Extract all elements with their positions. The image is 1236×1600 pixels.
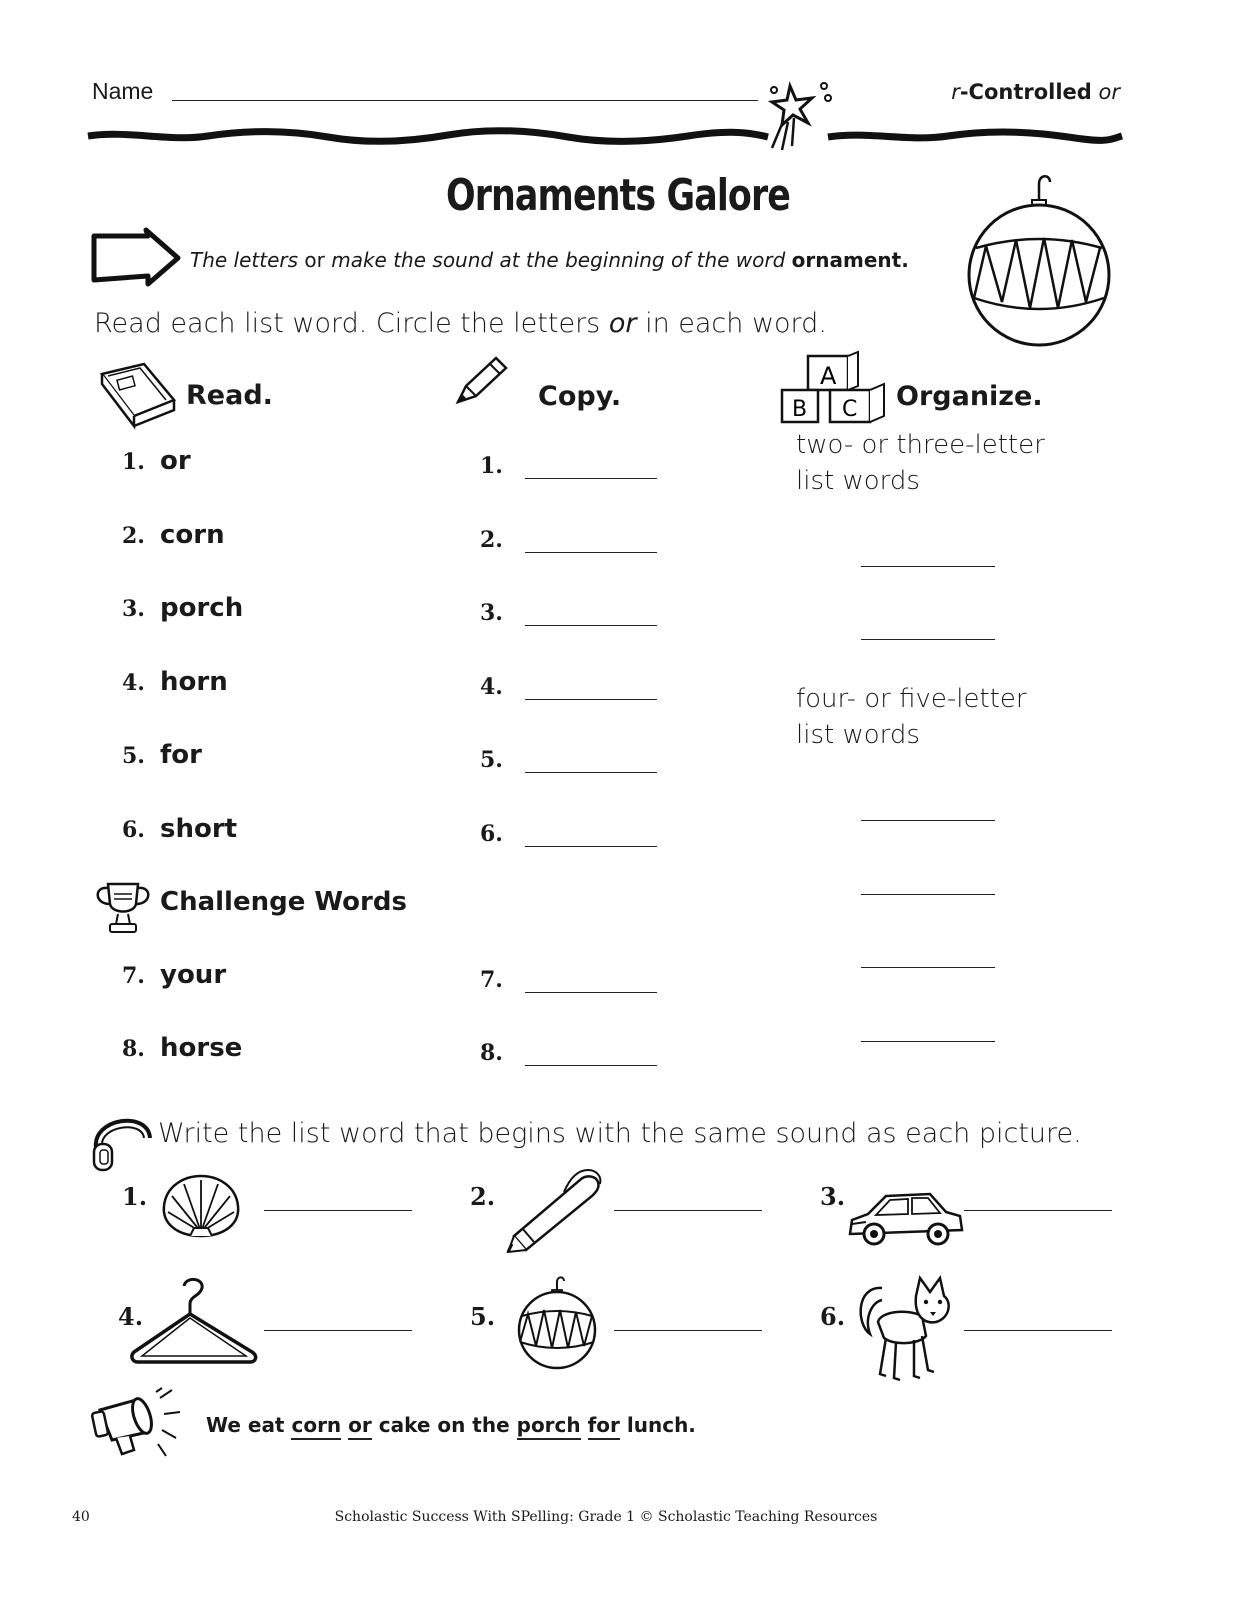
copy-blank[interactable] bbox=[525, 599, 657, 626]
page-title: Ornaments Galore bbox=[445, 170, 791, 221]
category-short: two- or three-letter list words bbox=[796, 430, 1045, 496]
shell-icon bbox=[158, 1172, 244, 1242]
block-letter-a: A bbox=[820, 362, 837, 390]
instruction: Read each list word. Circle the letters or in each word. bbox=[94, 308, 827, 339]
block-letter-c: C bbox=[842, 397, 858, 422]
picture-blank[interactable] bbox=[264, 1186, 412, 1211]
copy-blank[interactable] bbox=[525, 820, 657, 847]
copy-blank[interactable] bbox=[525, 526, 657, 553]
fox-icon bbox=[850, 1272, 962, 1388]
pen-icon bbox=[500, 1166, 610, 1256]
list-item: 2. corn bbox=[122, 520, 225, 550]
list-item: 4. horn bbox=[122, 667, 228, 697]
name-label: Name bbox=[92, 78, 154, 104]
organize-blank[interactable] bbox=[861, 615, 995, 640]
list-item: 6. short bbox=[122, 814, 238, 844]
car-icon bbox=[846, 1184, 966, 1250]
copy-row: 1. bbox=[480, 452, 657, 479]
megaphone-icon bbox=[90, 1388, 190, 1468]
organize-blank[interactable] bbox=[861, 870, 995, 895]
book-icon bbox=[96, 360, 180, 430]
category-long: four- or five-letter list words bbox=[796, 684, 1027, 750]
organize-blank[interactable] bbox=[861, 943, 995, 968]
ornament-icon bbox=[512, 1274, 602, 1370]
list-item: 5. for bbox=[122, 740, 202, 770]
trophy-icon bbox=[92, 880, 154, 936]
topic-label: r-Controlled or bbox=[951, 80, 1120, 104]
organize-blank[interactable] bbox=[861, 796, 995, 821]
list-item: 1. or bbox=[122, 446, 191, 476]
arrow-icon bbox=[90, 228, 182, 290]
picture-blank[interactable] bbox=[614, 1306, 762, 1331]
picture-number: 5. bbox=[470, 1302, 496, 1331]
picture-instruction: Write the list word that begins with the same sound as each picture. bbox=[158, 1118, 1082, 1149]
picture-blank[interactable] bbox=[614, 1186, 762, 1211]
headphones-icon bbox=[88, 1108, 158, 1174]
list-item: 8. horse bbox=[122, 1033, 243, 1063]
copy-blank[interactable] bbox=[525, 673, 657, 700]
example-sentence: We eat corn or cake on the porch for lunch. bbox=[206, 1413, 696, 1437]
copy-blank[interactable] bbox=[525, 452, 657, 479]
picture-number: 2. bbox=[470, 1182, 496, 1211]
read-heading: Read. bbox=[186, 380, 273, 411]
footer-credit: Scholastic Success With SPelling: Grade 1 © Scholastic Teaching Resources bbox=[334, 1509, 878, 1525]
list-item: 3. porch bbox=[122, 593, 244, 623]
abc-blocks-icon bbox=[780, 352, 892, 426]
challenge-heading: Challenge Words bbox=[160, 887, 407, 917]
copy-heading: Copy. bbox=[538, 381, 622, 412]
copy-row: 7. bbox=[480, 966, 657, 993]
list-item: 7. your bbox=[122, 960, 227, 990]
organize-blank[interactable] bbox=[861, 1017, 995, 1042]
picture-number: 1. bbox=[122, 1182, 148, 1211]
picture-number: 3. bbox=[820, 1182, 846, 1211]
copy-row: 3. bbox=[480, 599, 657, 626]
header-rule bbox=[88, 128, 1122, 148]
copy-row: 2. bbox=[480, 526, 657, 553]
copy-row: 8. bbox=[480, 1039, 657, 1066]
rule-note: The letters or make the sound at the beginning of the word ornament. bbox=[190, 248, 909, 272]
copy-row: 6. bbox=[480, 820, 657, 847]
hanger-icon bbox=[128, 1274, 262, 1366]
picture-number: 4. bbox=[118, 1302, 144, 1331]
copy-blank[interactable] bbox=[525, 1039, 657, 1066]
organize-blank[interactable] bbox=[861, 542, 995, 567]
page-number: 40 bbox=[72, 1509, 90, 1525]
copy-row: 5. bbox=[480, 746, 657, 773]
picture-number: 6. bbox=[820, 1302, 846, 1331]
block-letter-b: B bbox=[792, 397, 808, 422]
copy-blank[interactable] bbox=[525, 746, 657, 773]
copy-blank[interactable] bbox=[525, 966, 657, 993]
pencil-icon bbox=[452, 352, 512, 406]
picture-blank[interactable] bbox=[964, 1186, 1112, 1211]
copy-row: 4. bbox=[480, 673, 657, 700]
picture-blank[interactable] bbox=[964, 1306, 1112, 1331]
organize-heading: Organize. bbox=[896, 381, 1043, 412]
ornament-icon bbox=[964, 170, 1114, 350]
name-field[interactable] bbox=[172, 100, 758, 101]
picture-blank[interactable] bbox=[264, 1306, 412, 1331]
